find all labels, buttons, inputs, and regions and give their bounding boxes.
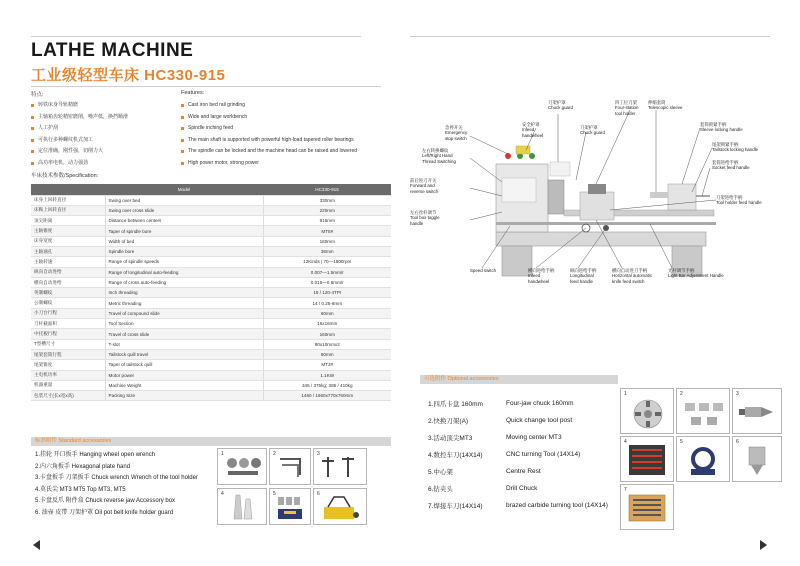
spec-table-wrap — [31, 184, 391, 401]
spec-cn-cell: 英制螺纹 — [31, 288, 105, 298]
opt-acc-image-7: 7 — [620, 484, 674, 530]
feature-cn-item: 定位准确，刚性强，切削力大 — [31, 146, 128, 158]
hex-key-icon — [270, 449, 310, 484]
cnc-tool-case-icon — [621, 437, 673, 481]
spec-value-cell: 915mm — [263, 216, 391, 226]
spec-en-cell: Metric threading — [105, 298, 263, 308]
std-acc-item: 1.挂轮 开口扳手 Hanging wheel open wrench — [35, 452, 156, 458]
feature-en-item: Spindle inching feed — [181, 123, 357, 135]
opt-acc-image-5: 5 — [676, 436, 730, 482]
spec-value-cell: 60mm — [263, 308, 391, 318]
opt-acc-item: 7.焊接车刀(14X14) brazed carbide turning tool (14X14) — [428, 502, 608, 510]
spec-en-cell: Width of bed — [105, 236, 263, 246]
spec-cn-cell: 中托板行程 — [31, 329, 105, 339]
std-acc-image-4: 4 — [217, 488, 267, 525]
std-acc-item: 6. 油壶 皮带 刀架护罩 Oil pot belt knife holder guard — [35, 509, 174, 516]
feature-cn-item: 可执行多种螺纹机式加工 — [31, 135, 128, 147]
spec-en-cell: Range of longitudinal auto-feeding — [105, 267, 263, 277]
std-acc-image-6: 6 — [313, 488, 367, 525]
spec-cn-cell: 公制螺纹 — [31, 298, 105, 308]
spec-value-cell: 90x10mmx2 — [263, 339, 391, 349]
spec-cn-cell: 尾架锥度 — [31, 360, 105, 370]
std-acc-band — [31, 437, 391, 446]
spec-value-cell: MT5# — [263, 226, 391, 236]
spec-value-cell: 160mm — [263, 236, 391, 246]
spec-cn-cell: 机器重量 — [31, 380, 105, 390]
spec-row — [31, 267, 391, 277]
opt-acc-title: 可选附件 Optional accessories — [424, 376, 499, 382]
opt-acc-item: 2.快换刀架(A) Quick change tool post — [428, 417, 573, 425]
features-en-list — [181, 100, 357, 169]
spec-value-cell: 0.007—1.5mm/r — [263, 267, 391, 277]
spec-cn-cell: 横向自动进给 — [31, 277, 105, 287]
oil-pot-guard-icon — [314, 489, 366, 524]
features-cn-label: 特点: — [31, 92, 44, 98]
spec-en-cell: Packing Size — [105, 391, 263, 401]
callout-tool-holder-feed: 刀架进给手柄 Tool holder feed handle — [716, 195, 762, 206]
opt-acc-band — [420, 375, 618, 384]
spec-cn-cell: 小刀台行程 — [31, 308, 105, 318]
four-jaw-chuck-icon — [621, 389, 673, 433]
spec-cn-cell: 主轴锥度 — [31, 226, 105, 236]
feature-en-item: High power motor, strong power — [181, 158, 357, 170]
spec-cn-cell: 床身宽度 — [31, 236, 105, 246]
spec-cn-cell: 床身上回转直径 — [31, 195, 105, 205]
spec-row — [31, 370, 391, 380]
spec-value-cell: 16x16mm — [263, 319, 391, 329]
spec-row — [31, 380, 391, 390]
callout-speed-switch: Speed switch — [470, 268, 497, 273]
opt-acc-item: 4.数控车刀(14X14) CNC turning Tool (14X14) — [428, 451, 581, 459]
opt-acc-image-6: 6 — [732, 436, 782, 482]
callout-telescopic-sleeve: 伸缩套筒 Telescopic sleeve — [648, 100, 683, 111]
spec-row — [31, 391, 391, 401]
spec-row — [31, 236, 391, 246]
spec-row — [31, 216, 391, 226]
callout-infeed-handwheel-2: 横向进给手柄 Infeed handwheel — [528, 268, 555, 284]
spec-row — [31, 288, 391, 298]
std-acc-list — [35, 450, 198, 519]
opt-acc-item: 5.中心架 Centre Rest — [428, 468, 541, 476]
spec-value-cell: 345 / 375kg; 385 / 410kg — [263, 380, 391, 390]
spec-header-value: HC330-915 — [263, 184, 391, 195]
spec-cn-cell: 主轴转速 — [31, 257, 105, 267]
accessory-box-icon — [270, 489, 310, 524]
spec-en-cell: Taper of tailstock quill — [105, 360, 263, 370]
callout-tailstock-lock: 尾架锁紧手柄 Tailstock locking handle — [712, 142, 759, 153]
spec-en-cell: Machine Weight — [105, 380, 263, 390]
spec-label: 车床技术参数/Specification: — [31, 173, 99, 179]
feature-en-item: Wide and large workbench — [181, 112, 357, 124]
opt-acc-image-1: 1 — [620, 388, 674, 434]
opt-acc-item: 3.活动顶尖MT3 Moving center MT3 — [428, 434, 562, 442]
spec-row — [31, 277, 391, 287]
spec-en-cell: Taper of spindle bore — [105, 226, 263, 236]
callout-thread-switch: 左右转换螺纹 Left/Right Hand Thread Switching — [422, 148, 456, 164]
callout-light-bar: 光杆调节手柄 Light Bar Adjustment Handle — [668, 268, 724, 279]
std-acc-title: 标准附件 Standard accessories — [35, 438, 112, 444]
spec-cn-cell: 主轴通孔 — [31, 246, 105, 256]
spec-row — [31, 257, 391, 267]
tool-post-set-icon — [677, 389, 729, 433]
spec-cn-cell: 顶尖距离 — [31, 216, 105, 226]
spec-value-cell: 80mm — [263, 349, 391, 359]
callout-longitudinal-feed: 纵向进给手柄 Longitudinal feed handle — [570, 268, 597, 284]
centre-rest-icon — [677, 437, 729, 481]
feature-cn-item: 铸铁床身导轨精磨 — [31, 100, 128, 112]
spec-en-cell: Swing over cross slide — [105, 205, 263, 215]
spec-row — [31, 349, 391, 359]
spec-value-cell: 14 / 0.25-6mm — [263, 298, 391, 308]
spec-value-cell: 38mm — [263, 246, 391, 256]
spec-en-cell: T-slot — [105, 339, 263, 349]
spec-cn-cell: 尾架套筒行程 — [31, 349, 105, 359]
spec-header-model: Model — [105, 184, 263, 195]
spec-en-cell: Range of spindle speeds — [105, 257, 263, 267]
opt-acc-item: 6.钻夹头 Drill Chuck — [428, 485, 538, 493]
spec-cn-cell: 主电机功率 — [31, 370, 105, 380]
spec-cn-cell: 纵向自动进给 — [31, 267, 105, 277]
std-acc-item: 2.内六角扳手 Hexagonal plate hand — [35, 463, 131, 470]
chuck-wrench-icon — [314, 449, 366, 484]
spec-row — [31, 308, 391, 318]
std-acc-item: 3.卡盘扳手 刀架扳手 Chuck wrench Wrench of the tool holder — [35, 475, 198, 481]
features-en-label: Features: — [181, 90, 205, 96]
std-acc-item: 4.莫氏尖 MT3 MT5 Top MT3, MT5 — [35, 486, 126, 493]
spec-table — [31, 184, 391, 401]
moving-center-icon — [733, 389, 781, 433]
spec-en-cell: Motor power — [105, 370, 263, 380]
spec-value-cell: 330mm — [263, 195, 391, 205]
callout-emergency-stop: 急停开关 Emergency stop switch — [445, 125, 468, 141]
feature-cn-item: 人工护刮 — [31, 123, 128, 135]
spec-body — [31, 195, 391, 401]
spec-value-cell: 12Kinds | 70—1800rpm — [263, 257, 391, 267]
std-acc-image-1: 1 — [217, 448, 267, 485]
std-acc-image-3: 3 — [313, 448, 367, 485]
spec-en-cell: Travel of cross slide — [105, 329, 263, 339]
opt-acc-image-3: 3 — [732, 388, 782, 434]
callout-horizontal-auto: 横向自动进刀手柄 Horizontal automatic knife feed switch — [612, 268, 653, 284]
spec-en-cell: Spindle bore — [105, 246, 263, 256]
spec-row — [31, 226, 391, 236]
feature-en-item: The spindle can be locked and the machine head can be raised and lowered — [181, 146, 357, 158]
feature-en-item: The main shaft is supported with powerful high-load tapered roller bearings — [181, 135, 357, 147]
callout-toolbox-handle: 左右丝杆调节 Tool box toggle handle — [410, 210, 440, 226]
spec-row — [31, 205, 391, 215]
callout-socket-feed: 套筒进给手柄 Socket feed handle — [712, 160, 750, 171]
spec-en-cell: Tailstock quill travel — [105, 349, 263, 359]
next-page-arrow[interactable] — [760, 540, 767, 550]
spec-header-row — [31, 184, 391, 195]
std-acc-item: 5.卡盘反爪 附件盒 Chuck reverse jaw Accessory box — [35, 498, 176, 504]
spec-value-cell: 1460 / 1660x770x760mm — [263, 391, 391, 401]
callout-chuck-guard-2: 刀架护罩 Chuck guard — [580, 125, 605, 136]
top-divider-right — [410, 36, 770, 37]
page-subtitle: 工业级轻型车床 HC330-915 — [31, 67, 226, 84]
prev-page-arrow[interactable] — [33, 540, 40, 550]
spec-row — [31, 298, 391, 308]
spec-row — [31, 319, 391, 329]
callout-sleeve-lock: 套筒锁紧手柄 Sleeve locking handle — [700, 122, 743, 133]
spec-cn-cell: 刀杆截面积 — [31, 319, 105, 329]
spec-value-cell: 220mm — [263, 205, 391, 215]
feature-cn-item: 主轴箱齿轮精密磨削，噪声低，换挡顺滑 — [31, 112, 128, 124]
spec-value-cell: 18 / 120-4TPI — [263, 288, 391, 298]
spec-cn-cell: T型槽尺寸 — [31, 339, 105, 349]
spec-cn-cell: 包装尺寸(长x宽x高) — [31, 391, 105, 401]
spec-value-cell: 160mm — [263, 329, 391, 339]
wrench-set-icon — [218, 449, 266, 484]
center-point-icon — [218, 489, 266, 524]
title-divider — [31, 86, 381, 87]
feature-en-item: Cast iron bed rail grinding — [181, 100, 357, 112]
callout-infeed-handwheel: 安全护罩 Infeed handwheel — [522, 122, 544, 138]
callout-chuck-guard: 刀架护罩 Chuck guard — [548, 100, 573, 111]
brazed-tool-box-icon — [621, 485, 673, 529]
opt-acc-image-2: 2 — [676, 388, 730, 434]
spec-row — [31, 246, 391, 256]
spec-en-cell: Inch threading — [105, 288, 263, 298]
spec-cn-cell: 床鞍上回转直径 — [31, 205, 105, 215]
features-cn-list — [31, 100, 128, 169]
spec-en-cell: Travel of compound slide — [105, 308, 263, 318]
top-divider-left — [31, 36, 361, 37]
spec-en-cell: Tool Section — [105, 319, 263, 329]
opt-acc-image-4: 4 — [620, 436, 674, 482]
spec-row — [31, 339, 391, 349]
feature-cn-item: 高功率电机，动力强劲 — [31, 158, 128, 170]
callout-four-station: 四工位刀架 Four-station tool holder — [615, 100, 639, 116]
std-acc-image-2: 2 — [269, 448, 311, 485]
std-acc-image-5: 5 — [269, 488, 311, 525]
opt-acc-item: 1.四爪卡盘 160mm Four-jaw chuck 160mm — [428, 400, 574, 408]
spec-value-cell: 1.1KW — [263, 370, 391, 380]
opt-acc-list — [428, 395, 608, 514]
spec-row — [31, 195, 391, 205]
spec-value-cell: 0.015—0.6mm/r — [263, 277, 391, 287]
spec-en-cell: Distance between centers — [105, 216, 263, 226]
drill-chuck-icon — [733, 437, 781, 481]
spec-en-cell: Range of cross auto-feeding — [105, 277, 263, 287]
spec-value-cell: MT3# — [263, 360, 391, 370]
page-title: LATHE MACHINE — [31, 40, 194, 61]
spec-row — [31, 329, 391, 339]
spec-en-cell: Swing over bed — [105, 195, 263, 205]
callout-fwd-rev-switch: 前后进刀开关 Forward and reverse switch — [410, 178, 439, 194]
spec-row — [31, 360, 391, 370]
